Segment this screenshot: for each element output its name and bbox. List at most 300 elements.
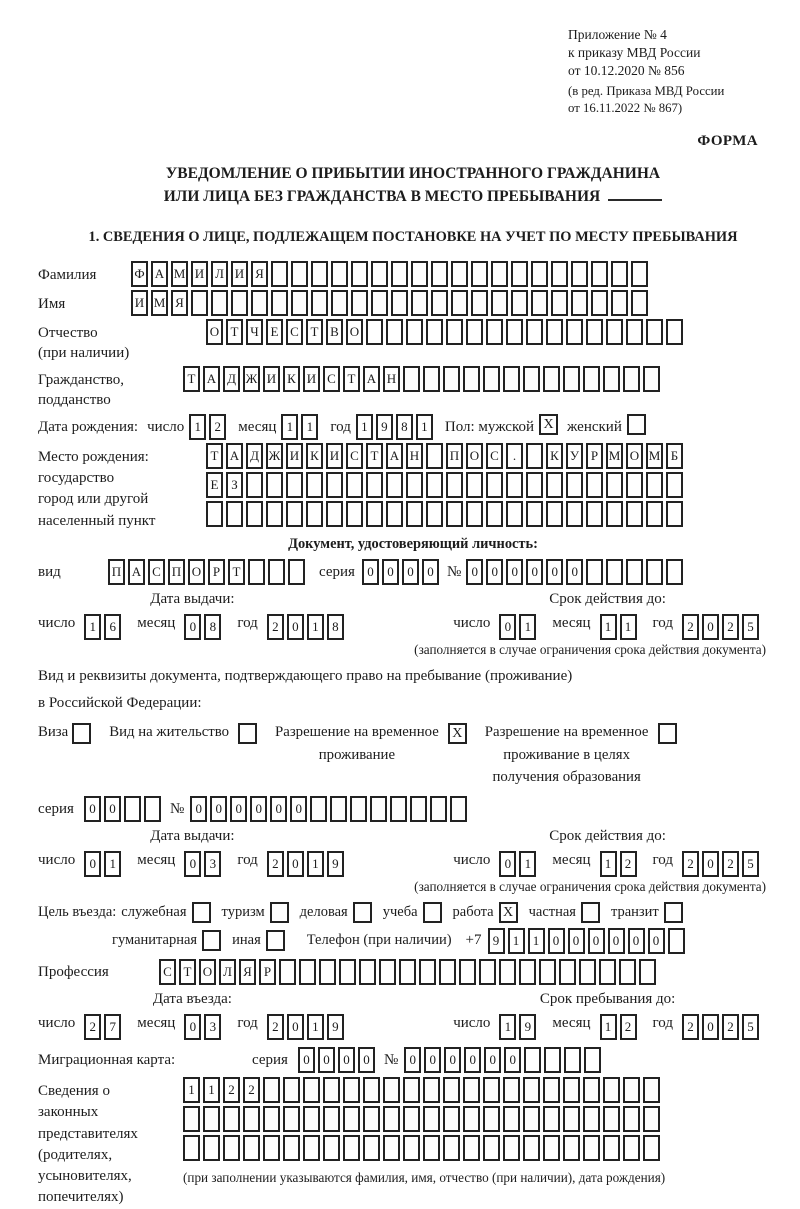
char-box[interactable]: 0	[486, 559, 503, 585]
char-box[interactable]	[606, 559, 623, 585]
char-box[interactable]	[406, 319, 423, 345]
char-box[interactable]	[543, 366, 560, 392]
char-box[interactable]	[303, 1135, 320, 1161]
char-box[interactable]	[306, 501, 323, 527]
temp-residence-checkbox[interactable]: X	[448, 723, 467, 744]
migration-number-boxes[interactable]	[404, 1047, 604, 1073]
char-box[interactable]	[666, 501, 683, 527]
char-box[interactable]: 0	[484, 1047, 501, 1073]
char-box[interactable]	[391, 261, 408, 287]
char-box[interactable]: М	[646, 443, 663, 469]
char-box[interactable]	[611, 290, 628, 316]
char-box[interactable]: 0	[588, 928, 605, 954]
char-box[interactable]: 5	[742, 1014, 759, 1040]
char-box[interactable]	[471, 290, 488, 316]
char-box[interactable]	[383, 1077, 400, 1103]
char-box[interactable]	[546, 472, 563, 498]
char-box[interactable]	[423, 1106, 440, 1132]
char-box[interactable]	[531, 290, 548, 316]
char-box[interactable]: С	[486, 443, 503, 469]
char-box[interactable]: 0	[702, 614, 719, 640]
char-box[interactable]	[526, 443, 543, 469]
char-box[interactable]: Р	[586, 443, 603, 469]
birth-day-boxes[interactable]	[189, 414, 229, 440]
char-box[interactable]	[411, 261, 428, 287]
char-box[interactable]	[243, 1135, 260, 1161]
char-box[interactable]	[611, 261, 628, 287]
char-box[interactable]: 1	[307, 614, 324, 640]
char-box[interactable]: С	[346, 443, 363, 469]
char-box[interactable]	[591, 290, 608, 316]
char-box[interactable]	[566, 472, 583, 498]
char-box[interactable]	[446, 319, 463, 345]
char-box[interactable]: 0	[230, 796, 247, 822]
char-box[interactable]	[499, 959, 516, 985]
char-box[interactable]: У	[566, 443, 583, 469]
char-box[interactable]: О	[206, 319, 223, 345]
char-box[interactable]	[626, 319, 643, 345]
stay-day-boxes[interactable]	[499, 1014, 539, 1040]
permit-issue-year-boxes[interactable]	[267, 851, 347, 877]
char-box[interactable]	[646, 319, 663, 345]
birthplace-boxes-row1[interactable]	[206, 443, 686, 469]
char-box[interactable]: Ж	[243, 366, 260, 392]
char-box[interactable]	[506, 501, 523, 527]
char-box[interactable]	[330, 796, 347, 822]
char-box[interactable]	[423, 366, 440, 392]
char-box[interactable]: 0	[290, 796, 307, 822]
char-box[interactable]: Л	[219, 959, 236, 985]
char-box[interactable]: О	[626, 443, 643, 469]
char-box[interactable]	[366, 472, 383, 498]
char-box[interactable]	[583, 1077, 600, 1103]
char-box[interactable]: 0	[648, 928, 665, 954]
char-box[interactable]	[351, 290, 368, 316]
char-box[interactable]	[223, 1135, 240, 1161]
char-box[interactable]	[586, 501, 603, 527]
char-box[interactable]: 0	[444, 1047, 461, 1073]
char-box[interactable]	[443, 1077, 460, 1103]
char-box[interactable]: 2	[209, 414, 226, 440]
doc-number-boxes[interactable]	[466, 559, 686, 585]
char-box[interactable]	[431, 261, 448, 287]
char-box[interactable]: 0	[287, 851, 304, 877]
surname-boxes[interactable]	[131, 261, 651, 287]
char-box[interactable]	[551, 261, 568, 287]
passport-valid-day-boxes[interactable]	[499, 614, 539, 640]
char-box[interactable]: О	[188, 559, 205, 585]
char-box[interactable]: 0	[404, 1047, 421, 1073]
char-box[interactable]: М	[171, 261, 188, 287]
char-box[interactable]	[390, 796, 407, 822]
char-box[interactable]	[483, 1077, 500, 1103]
char-box[interactable]	[331, 261, 348, 287]
char-box[interactable]	[503, 1106, 520, 1132]
char-box[interactable]	[403, 1135, 420, 1161]
char-box[interactable]	[511, 290, 528, 316]
patronymic-boxes[interactable]	[206, 319, 686, 345]
char-box[interactable]	[426, 472, 443, 498]
char-box[interactable]	[370, 796, 387, 822]
char-box[interactable]	[371, 290, 388, 316]
char-box[interactable]: С	[323, 366, 340, 392]
char-box[interactable]	[631, 261, 648, 287]
char-box[interactable]: А	[203, 366, 220, 392]
char-box[interactable]: И	[231, 261, 248, 287]
char-box[interactable]	[423, 1135, 440, 1161]
char-box[interactable]: 0	[184, 851, 201, 877]
char-box[interactable]: 0	[402, 559, 419, 585]
char-box[interactable]: 1	[356, 414, 373, 440]
char-box[interactable]	[646, 501, 663, 527]
char-box[interactable]	[491, 290, 508, 316]
char-box[interactable]	[346, 501, 363, 527]
char-box[interactable]: 0	[104, 796, 121, 822]
char-box[interactable]: 1	[203, 1077, 220, 1103]
char-box[interactable]: А	[363, 366, 380, 392]
char-box[interactable]	[591, 261, 608, 287]
birth-year-boxes[interactable]	[356, 414, 436, 440]
char-box[interactable]	[566, 501, 583, 527]
char-box[interactable]: 0	[210, 796, 227, 822]
char-box[interactable]	[346, 472, 363, 498]
char-box[interactable]	[486, 472, 503, 498]
representatives-boxes-row3[interactable]	[183, 1135, 663, 1161]
char-box[interactable]: Р	[208, 559, 225, 585]
char-box[interactable]	[391, 290, 408, 316]
purpose-humanitarian-checkbox[interactable]	[202, 930, 221, 951]
char-box[interactable]: 3	[204, 851, 221, 877]
char-box[interactable]	[323, 1135, 340, 1161]
char-box[interactable]	[503, 1077, 520, 1103]
char-box[interactable]: И	[131, 290, 148, 316]
char-box[interactable]	[350, 796, 367, 822]
char-box[interactable]	[466, 501, 483, 527]
char-box[interactable]	[243, 1106, 260, 1132]
char-box[interactable]: Т	[183, 366, 200, 392]
char-box[interactable]: П	[446, 443, 463, 469]
temp-residence-edu-checkbox[interactable]	[658, 723, 677, 744]
char-box[interactable]	[446, 472, 463, 498]
char-box[interactable]: И	[191, 261, 208, 287]
phone-boxes[interactable]	[488, 928, 688, 954]
char-box[interactable]: 2	[682, 614, 699, 640]
char-box[interactable]: 7	[104, 1014, 121, 1040]
char-box[interactable]	[426, 319, 443, 345]
char-box[interactable]	[483, 366, 500, 392]
char-box[interactable]: К	[546, 443, 563, 469]
char-box[interactable]	[291, 261, 308, 287]
char-box[interactable]: 2	[267, 614, 284, 640]
char-box[interactable]	[363, 1106, 380, 1132]
char-box[interactable]: 0	[464, 1047, 481, 1073]
char-box[interactable]	[323, 1106, 340, 1132]
residence-permit-checkbox[interactable]	[238, 723, 257, 744]
char-box[interactable]	[306, 472, 323, 498]
profession-boxes[interactable]	[159, 959, 659, 985]
char-box[interactable]	[288, 559, 305, 585]
char-box[interactable]	[586, 472, 603, 498]
char-box[interactable]: 5	[742, 851, 759, 877]
migration-series-boxes[interactable]	[298, 1047, 378, 1073]
char-box[interactable]	[263, 1077, 280, 1103]
char-box[interactable]	[626, 501, 643, 527]
char-box[interactable]	[524, 1047, 541, 1073]
char-box[interactable]	[450, 796, 467, 822]
char-box[interactable]	[386, 501, 403, 527]
char-box[interactable]: 6	[104, 614, 121, 640]
char-box[interactable]: 1	[519, 614, 536, 640]
passport-valid-year-boxes[interactable]	[682, 614, 762, 640]
char-box[interactable]: 0	[504, 1047, 521, 1073]
char-box[interactable]: 0	[466, 559, 483, 585]
char-box[interactable]: 0	[702, 851, 719, 877]
char-box[interactable]	[439, 959, 456, 985]
char-box[interactable]: 2	[722, 1014, 739, 1040]
char-box[interactable]	[583, 1106, 600, 1132]
char-box[interactable]	[546, 319, 563, 345]
char-box[interactable]	[283, 1077, 300, 1103]
char-box[interactable]	[263, 1135, 280, 1161]
char-box[interactable]: 0	[287, 614, 304, 640]
char-box[interactable]: О	[466, 443, 483, 469]
char-box[interactable]: 9	[488, 928, 505, 954]
birthplace-boxes-row2[interactable]	[206, 472, 686, 498]
char-box[interactable]	[203, 1135, 220, 1161]
char-box[interactable]: 1	[183, 1077, 200, 1103]
char-box[interactable]	[619, 959, 636, 985]
char-box[interactable]: .	[506, 443, 523, 469]
char-box[interactable]	[303, 1077, 320, 1103]
char-box[interactable]: 1	[84, 614, 101, 640]
char-box[interactable]	[423, 1077, 440, 1103]
char-box[interactable]: 1	[307, 1014, 324, 1040]
char-box[interactable]: 0	[358, 1047, 375, 1073]
char-box[interactable]	[583, 366, 600, 392]
char-box[interactable]	[668, 928, 685, 954]
char-box[interactable]	[379, 959, 396, 985]
char-box[interactable]	[231, 290, 248, 316]
char-box[interactable]: 2	[620, 1014, 637, 1040]
char-box[interactable]	[503, 1135, 520, 1161]
char-box[interactable]	[543, 1106, 560, 1132]
char-box[interactable]: К	[306, 443, 323, 469]
char-box[interactable]: 1	[301, 414, 318, 440]
char-box[interactable]	[403, 1077, 420, 1103]
char-box[interactable]	[331, 290, 348, 316]
char-box[interactable]	[586, 319, 603, 345]
char-box[interactable]	[666, 472, 683, 498]
char-box[interactable]	[246, 501, 263, 527]
char-box[interactable]	[463, 1135, 480, 1161]
char-box[interactable]	[623, 1135, 640, 1161]
char-box[interactable]: Я	[239, 959, 256, 985]
birth-month-boxes[interactable]	[281, 414, 321, 440]
char-box[interactable]: 0	[568, 928, 585, 954]
char-box[interactable]	[483, 1135, 500, 1161]
permit-valid-day-boxes[interactable]	[499, 851, 539, 877]
char-box[interactable]: Р	[259, 959, 276, 985]
purpose-business-checkbox[interactable]	[353, 902, 372, 923]
char-box[interactable]	[266, 501, 283, 527]
char-box[interactable]: 8	[327, 614, 344, 640]
char-box[interactable]	[419, 959, 436, 985]
char-box[interactable]	[263, 1106, 280, 1132]
char-box[interactable]	[546, 501, 563, 527]
char-box[interactable]: 9	[327, 1014, 344, 1040]
char-box[interactable]: 0	[298, 1047, 315, 1073]
char-box[interactable]: 1	[281, 414, 298, 440]
char-box[interactable]	[463, 1077, 480, 1103]
char-box[interactable]	[603, 1077, 620, 1103]
char-box[interactable]	[459, 959, 476, 985]
char-box[interactable]: 1	[600, 1014, 617, 1040]
char-box[interactable]	[623, 1106, 640, 1132]
char-box[interactable]: Н	[406, 443, 423, 469]
char-box[interactable]: Ф	[131, 261, 148, 287]
char-box[interactable]: С	[148, 559, 165, 585]
char-box[interactable]	[211, 290, 228, 316]
permit-series-boxes[interactable]	[84, 796, 164, 822]
visa-checkbox[interactable]	[72, 723, 91, 744]
char-box[interactable]: 1	[600, 614, 617, 640]
permit-valid-year-boxes[interactable]	[682, 851, 762, 877]
char-box[interactable]	[144, 796, 161, 822]
char-box[interactable]: 0	[382, 559, 399, 585]
char-box[interactable]	[643, 1106, 660, 1132]
purpose-work-checkbox[interactable]: X	[499, 902, 518, 923]
char-box[interactable]: 8	[396, 414, 413, 440]
char-box[interactable]	[124, 796, 141, 822]
char-box[interactable]	[603, 1135, 620, 1161]
char-box[interactable]	[526, 472, 543, 498]
char-box[interactable]: И	[303, 366, 320, 392]
char-box[interactable]	[646, 559, 663, 585]
char-box[interactable]	[543, 1077, 560, 1103]
char-box[interactable]	[386, 319, 403, 345]
char-box[interactable]	[403, 366, 420, 392]
char-box[interactable]: 2	[267, 1014, 284, 1040]
char-box[interactable]: А	[386, 443, 403, 469]
char-box[interactable]: В	[326, 319, 343, 345]
char-box[interactable]: 2	[722, 614, 739, 640]
passport-issue-day-boxes[interactable]	[84, 614, 124, 640]
char-box[interactable]	[223, 1106, 240, 1132]
char-box[interactable]	[571, 290, 588, 316]
char-box[interactable]: Л	[211, 261, 228, 287]
char-box[interactable]: 0	[548, 928, 565, 954]
char-box[interactable]	[551, 290, 568, 316]
char-box[interactable]	[586, 559, 603, 585]
char-box[interactable]	[366, 501, 383, 527]
char-box[interactable]: Я	[171, 290, 188, 316]
char-box[interactable]	[526, 501, 543, 527]
char-box[interactable]: 0	[84, 796, 101, 822]
passport-valid-month-boxes[interactable]	[600, 614, 640, 640]
char-box[interactable]: 1	[620, 614, 637, 640]
char-box[interactable]	[443, 366, 460, 392]
char-box[interactable]	[411, 290, 428, 316]
char-box[interactable]	[343, 1135, 360, 1161]
char-box[interactable]	[606, 501, 623, 527]
char-box[interactable]: 8	[204, 614, 221, 640]
char-box[interactable]	[491, 261, 508, 287]
permit-valid-month-boxes[interactable]	[600, 851, 640, 877]
char-box[interactable]	[466, 472, 483, 498]
char-box[interactable]	[539, 959, 556, 985]
char-box[interactable]: Б	[666, 443, 683, 469]
char-box[interactable]	[606, 472, 623, 498]
char-box[interactable]: 0	[422, 559, 439, 585]
char-box[interactable]	[311, 290, 328, 316]
purpose-official-checkbox[interactable]	[192, 902, 211, 923]
char-box[interactable]: Ч	[246, 319, 263, 345]
char-box[interactable]: А	[128, 559, 145, 585]
char-box[interactable]: 1	[416, 414, 433, 440]
char-box[interactable]: 2	[682, 1014, 699, 1040]
char-box[interactable]	[343, 1106, 360, 1132]
char-box[interactable]: 1	[528, 928, 545, 954]
char-box[interactable]: 5	[742, 614, 759, 640]
char-box[interactable]: 1	[307, 851, 324, 877]
representatives-boxes-row1[interactable]	[183, 1077, 663, 1103]
char-box[interactable]	[351, 261, 368, 287]
passport-issue-month-boxes[interactable]	[184, 614, 224, 640]
char-box[interactable]	[291, 290, 308, 316]
purpose-study-checkbox[interactable]	[423, 902, 442, 923]
char-box[interactable]	[631, 290, 648, 316]
char-box[interactable]	[643, 1077, 660, 1103]
char-box[interactable]	[386, 472, 403, 498]
char-box[interactable]: П	[168, 559, 185, 585]
char-box[interactable]	[191, 290, 208, 316]
char-box[interactable]: 0	[424, 1047, 441, 1073]
char-box[interactable]	[563, 366, 580, 392]
char-box[interactable]	[311, 261, 328, 287]
char-box[interactable]	[506, 472, 523, 498]
char-box[interactable]	[643, 1135, 660, 1161]
char-box[interactable]	[463, 366, 480, 392]
char-box[interactable]	[446, 501, 463, 527]
char-box[interactable]	[666, 559, 683, 585]
char-box[interactable]	[523, 366, 540, 392]
char-box[interactable]: Т	[343, 366, 360, 392]
char-box[interactable]: 2	[223, 1077, 240, 1103]
char-box[interactable]	[503, 366, 520, 392]
char-box[interactable]: 0	[250, 796, 267, 822]
citizenship-boxes[interactable]	[183, 366, 663, 392]
char-box[interactable]: Т	[306, 319, 323, 345]
char-box[interactable]	[606, 319, 623, 345]
char-box[interactable]	[443, 1106, 460, 1132]
char-box[interactable]: 2	[243, 1077, 260, 1103]
char-box[interactable]: 0	[287, 1014, 304, 1040]
char-box[interactable]	[646, 472, 663, 498]
char-box[interactable]	[326, 472, 343, 498]
char-box[interactable]	[559, 959, 576, 985]
char-box[interactable]	[523, 1077, 540, 1103]
char-box[interactable]: 0	[362, 559, 379, 585]
char-box[interactable]	[271, 290, 288, 316]
entry-month-boxes[interactable]	[184, 1014, 224, 1040]
char-box[interactable]: 0	[270, 796, 287, 822]
stay-month-boxes[interactable]	[600, 1014, 640, 1040]
char-box[interactable]: О	[199, 959, 216, 985]
char-box[interactable]: О	[346, 319, 363, 345]
char-box[interactable]	[623, 366, 640, 392]
char-box[interactable]: И	[326, 443, 343, 469]
char-box[interactable]	[563, 1135, 580, 1161]
